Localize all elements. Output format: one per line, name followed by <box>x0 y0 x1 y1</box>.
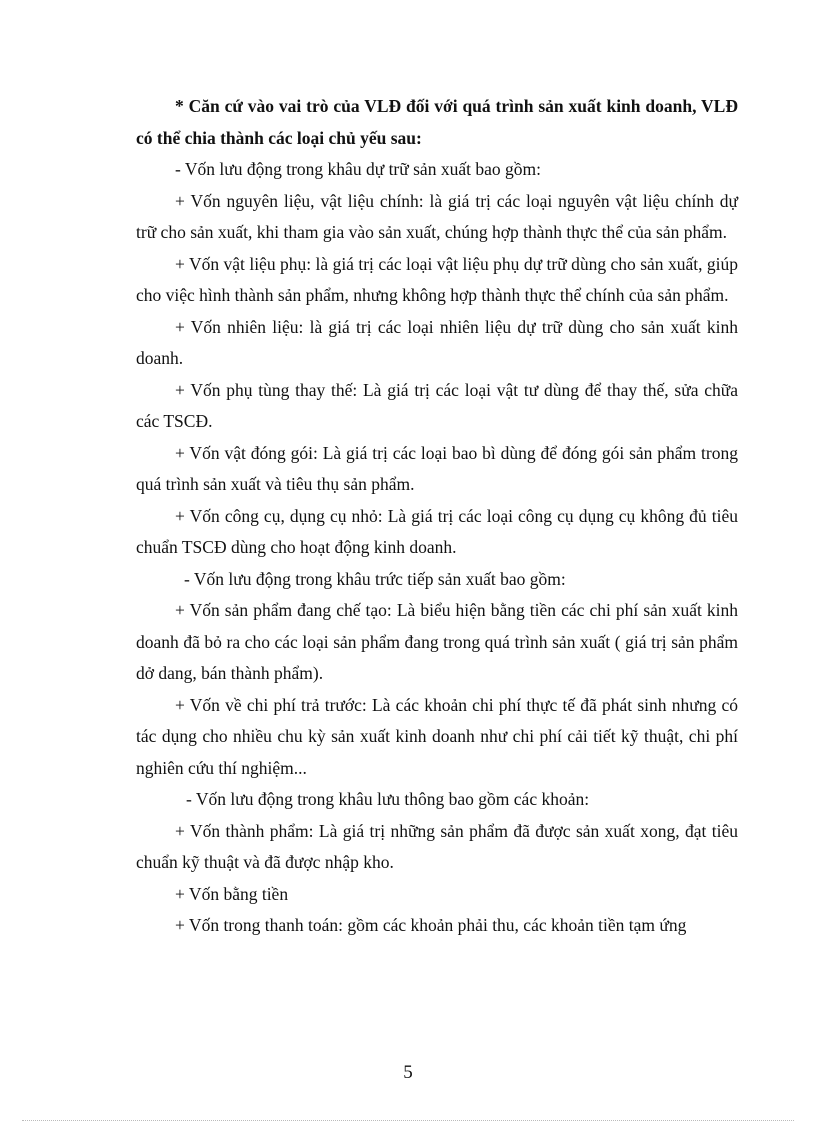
body-text <box>136 91 738 942</box>
paragraph-prepaid-expenses: + Vốn về chi phí trả trước: Là các khoản chi phí thực tế đã phát sinh nhưng có tác dụng cho nhiều chu kỳ sản xuất kinh doanh như chi phí cải tiết kỹ thuật, chi phí nghiên cứu thí nghiệm... <box>136 694 738 778</box>
subsection-production: - Vốn lưu động trong khâu trức tiếp sản xuất bao gồm: <box>184 568 566 589</box>
paragraph-auxiliary-materials: + Vốn vật liệu phụ: là giá trị các loại vật liệu phụ dự trữ dùng cho sản xuất, giúp cho việc hình thành sản phẩm, nhưng không hợp thành thực thể chính của sản phẩm. <box>136 253 738 305</box>
paragraph-work-in-progress: + Vốn sản phẩm đang chế tạo: Là biểu hiện bằng tiền các chi phí sản xuất kinh doanh đã bỏ ra cho các loại sản phẩm đang trong quá trình sản xuất ( giá trị sản phẩm dở dang, bán thành phẩm). <box>136 600 738 683</box>
subsection-circulation: - Vốn lưu động trong khâu lưu thông bao gồm các khoản: <box>186 789 590 809</box>
paragraph-raw-materials: + Vốn nguyên liệu, vật liệu chính: là giá trị các loại nguyên vật liệu chính dự trữ cho sản xuất, khi tham gia vào sản xuất, chúng hợp thành thực thể của sản phẩm. <box>136 190 738 242</box>
page-number: 5 <box>403 1062 413 1083</box>
paragraph-finished-goods: + Vốn thành phẩm: Là giá trị những sản phẩm đã được sản xuất xong, đạt tiêu chuẩn kỹ thuật và đã được nhập kho. <box>136 820 738 872</box>
section-heading: * Căn cứ vào vai trò của VLĐ đối với quá trình sản xuất kinh doanh, VLĐ có thể chia thành các loại chủ yếu sau: <box>136 96 738 148</box>
footer-divider <box>22 1120 794 1121</box>
subsection-reserve: - Vốn lưu động trong khâu dự trữ sản xuất bao gồm: <box>175 159 541 179</box>
paragraph-fuel: + Vốn nhiên liệu: là giá trị các loại nhiên liệu dự trữ dùng cho sản xuất kinh doanh. <box>136 316 738 368</box>
paragraph-packaging: + Vốn vật đóng gói: Là giá trị các loại bao bì dùng để đóng gói sản phẩm trong quá trình sản xuất và tiêu thụ sản phẩm. <box>136 442 738 494</box>
paragraph-cash: + Vốn bằng tiền <box>175 883 289 904</box>
paragraph-spare-parts: + Vốn phụ tùng thay thế: Là giá trị các loại vật tư dùng để thay thế, sửa chữa các TSCĐ. <box>136 379 738 431</box>
paragraph-small-tools: + Vốn công cụ, dụng cụ nhỏ: Là giá trị các loại công cụ dụng cụ không đủ tiêu chuẩn TSCĐ dùng cho hoạt động kinh doanh. <box>136 505 738 557</box>
paragraph-receivables: + Vốn trong thanh toán: gồm các khoản phải thu, các khoản tiền tạm ứng <box>175 915 687 935</box>
